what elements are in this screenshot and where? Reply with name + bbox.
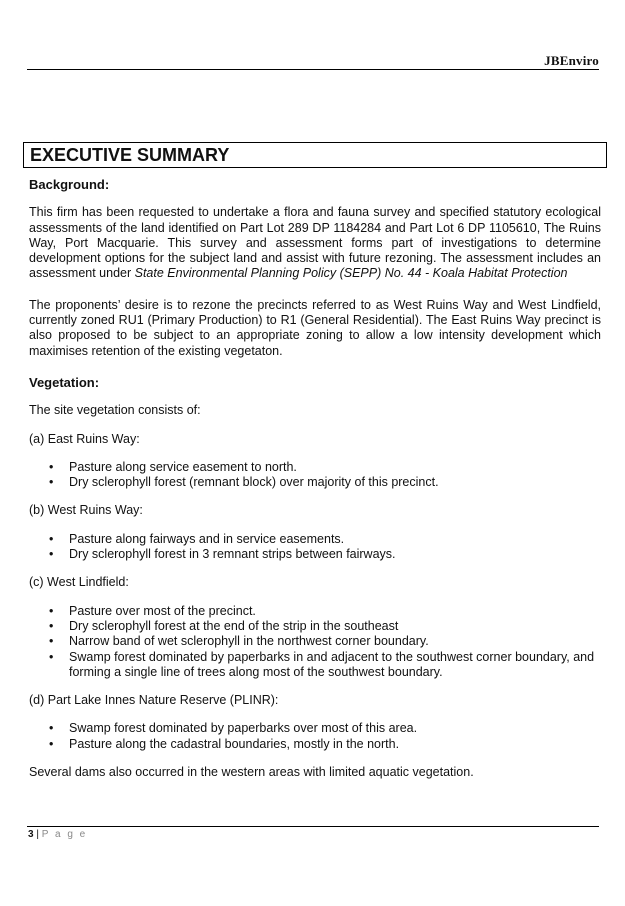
- background-paragraph-2: The proponents’ desire is to rezone the precincts referred to as West Ruins Way and West Lindfield, currently zoned RU1 (Primary Production) to R1 (General Residential). The East Ruins Way precinct is also proposed to be subject to an appropriate zoning to allow a low intensity development which maximises retention of the existing vegetaton.: [29, 297, 601, 358]
- background-paragraph-1-text: This firm has been requested to undertake a flora and fauna survey and specified statutory ecological assessments of the land identified on Part Lot 289 DP 1184284 and Part Lot 6 DP 1105610, The Ruins Way, Port Macquarie. This survey and assessment forms part of investigations to determine development options for the subject land and assist with future rezoning. The assessment includes an assessment under: [29, 205, 601, 281]
- footer-separator: |: [36, 829, 39, 840]
- list-item: • Pasture over most of the precinct.: [29, 604, 601, 619]
- background-paragraph-1: [29, 205, 601, 281]
- document-body: [29, 177, 601, 780]
- page-label: P a g e: [41, 829, 88, 840]
- section-c-label: (c) West Lindfield:: [29, 575, 129, 590]
- list-item: • Pasture along the cadastral boundaries, mostly in the north.: [29, 737, 601, 752]
- section-c-list: [29, 604, 601, 680]
- section-a-label: (a) East Ruins Way:: [29, 431, 140, 446]
- list-item: • Swamp forest dominated by paperbarks in and adjacent to the southwest corner boundary, and forming a single line of trees along most of the southwest boundary.: [29, 650, 601, 681]
- section-b-list: [29, 532, 601, 563]
- header-divider: [27, 69, 599, 70]
- background-paragraph-1-policy: State Environmental Planning Policy (SEPP) No. 44 - Koala Habitat Protection: [134, 266, 568, 281]
- section-title: EXECUTIVE SUMMARY: [30, 145, 230, 165]
- vegetation-intro: The site vegetation consists of:: [29, 403, 201, 418]
- header-brand-logo: JBEnviro: [544, 53, 599, 68]
- section-a-list: [29, 460, 601, 491]
- vegetation-heading: Vegetation:: [29, 374, 100, 390]
- page-footer: [28, 829, 87, 840]
- footer-divider: [27, 826, 599, 827]
- list-item: • Dry sclerophyll forest (remnant block) over majority of this precinct.: [29, 475, 601, 490]
- background-heading: Background:: [29, 177, 110, 192]
- section-d-list: [29, 721, 601, 752]
- page-number: 3: [28, 829, 34, 840]
- list-item: • Narrow band of wet sclerophyll in the northwest corner boundary.: [29, 634, 601, 649]
- list-item: • Pasture along service easement to north.: [29, 460, 601, 475]
- section-b-label: (b) West Ruins Way:: [29, 503, 143, 518]
- list-item: • Swamp forest dominated by paperbarks over most of this area.: [29, 721, 601, 736]
- vegetation-closing: Several dams also occurred in the western areas with limited aquatic vegetation.: [29, 765, 474, 780]
- list-item: • Pasture along fairways and in service easements.: [29, 532, 601, 547]
- list-item: • Dry sclerophyll forest at the end of the strip in the southeast: [29, 619, 601, 634]
- section-title-box: [23, 142, 607, 168]
- list-item: • Dry sclerophyll forest in 3 remnant strips between fairways.: [29, 547, 601, 562]
- section-d-label: (d) Part Lake Innes Nature Reserve (PLINR):: [29, 693, 279, 708]
